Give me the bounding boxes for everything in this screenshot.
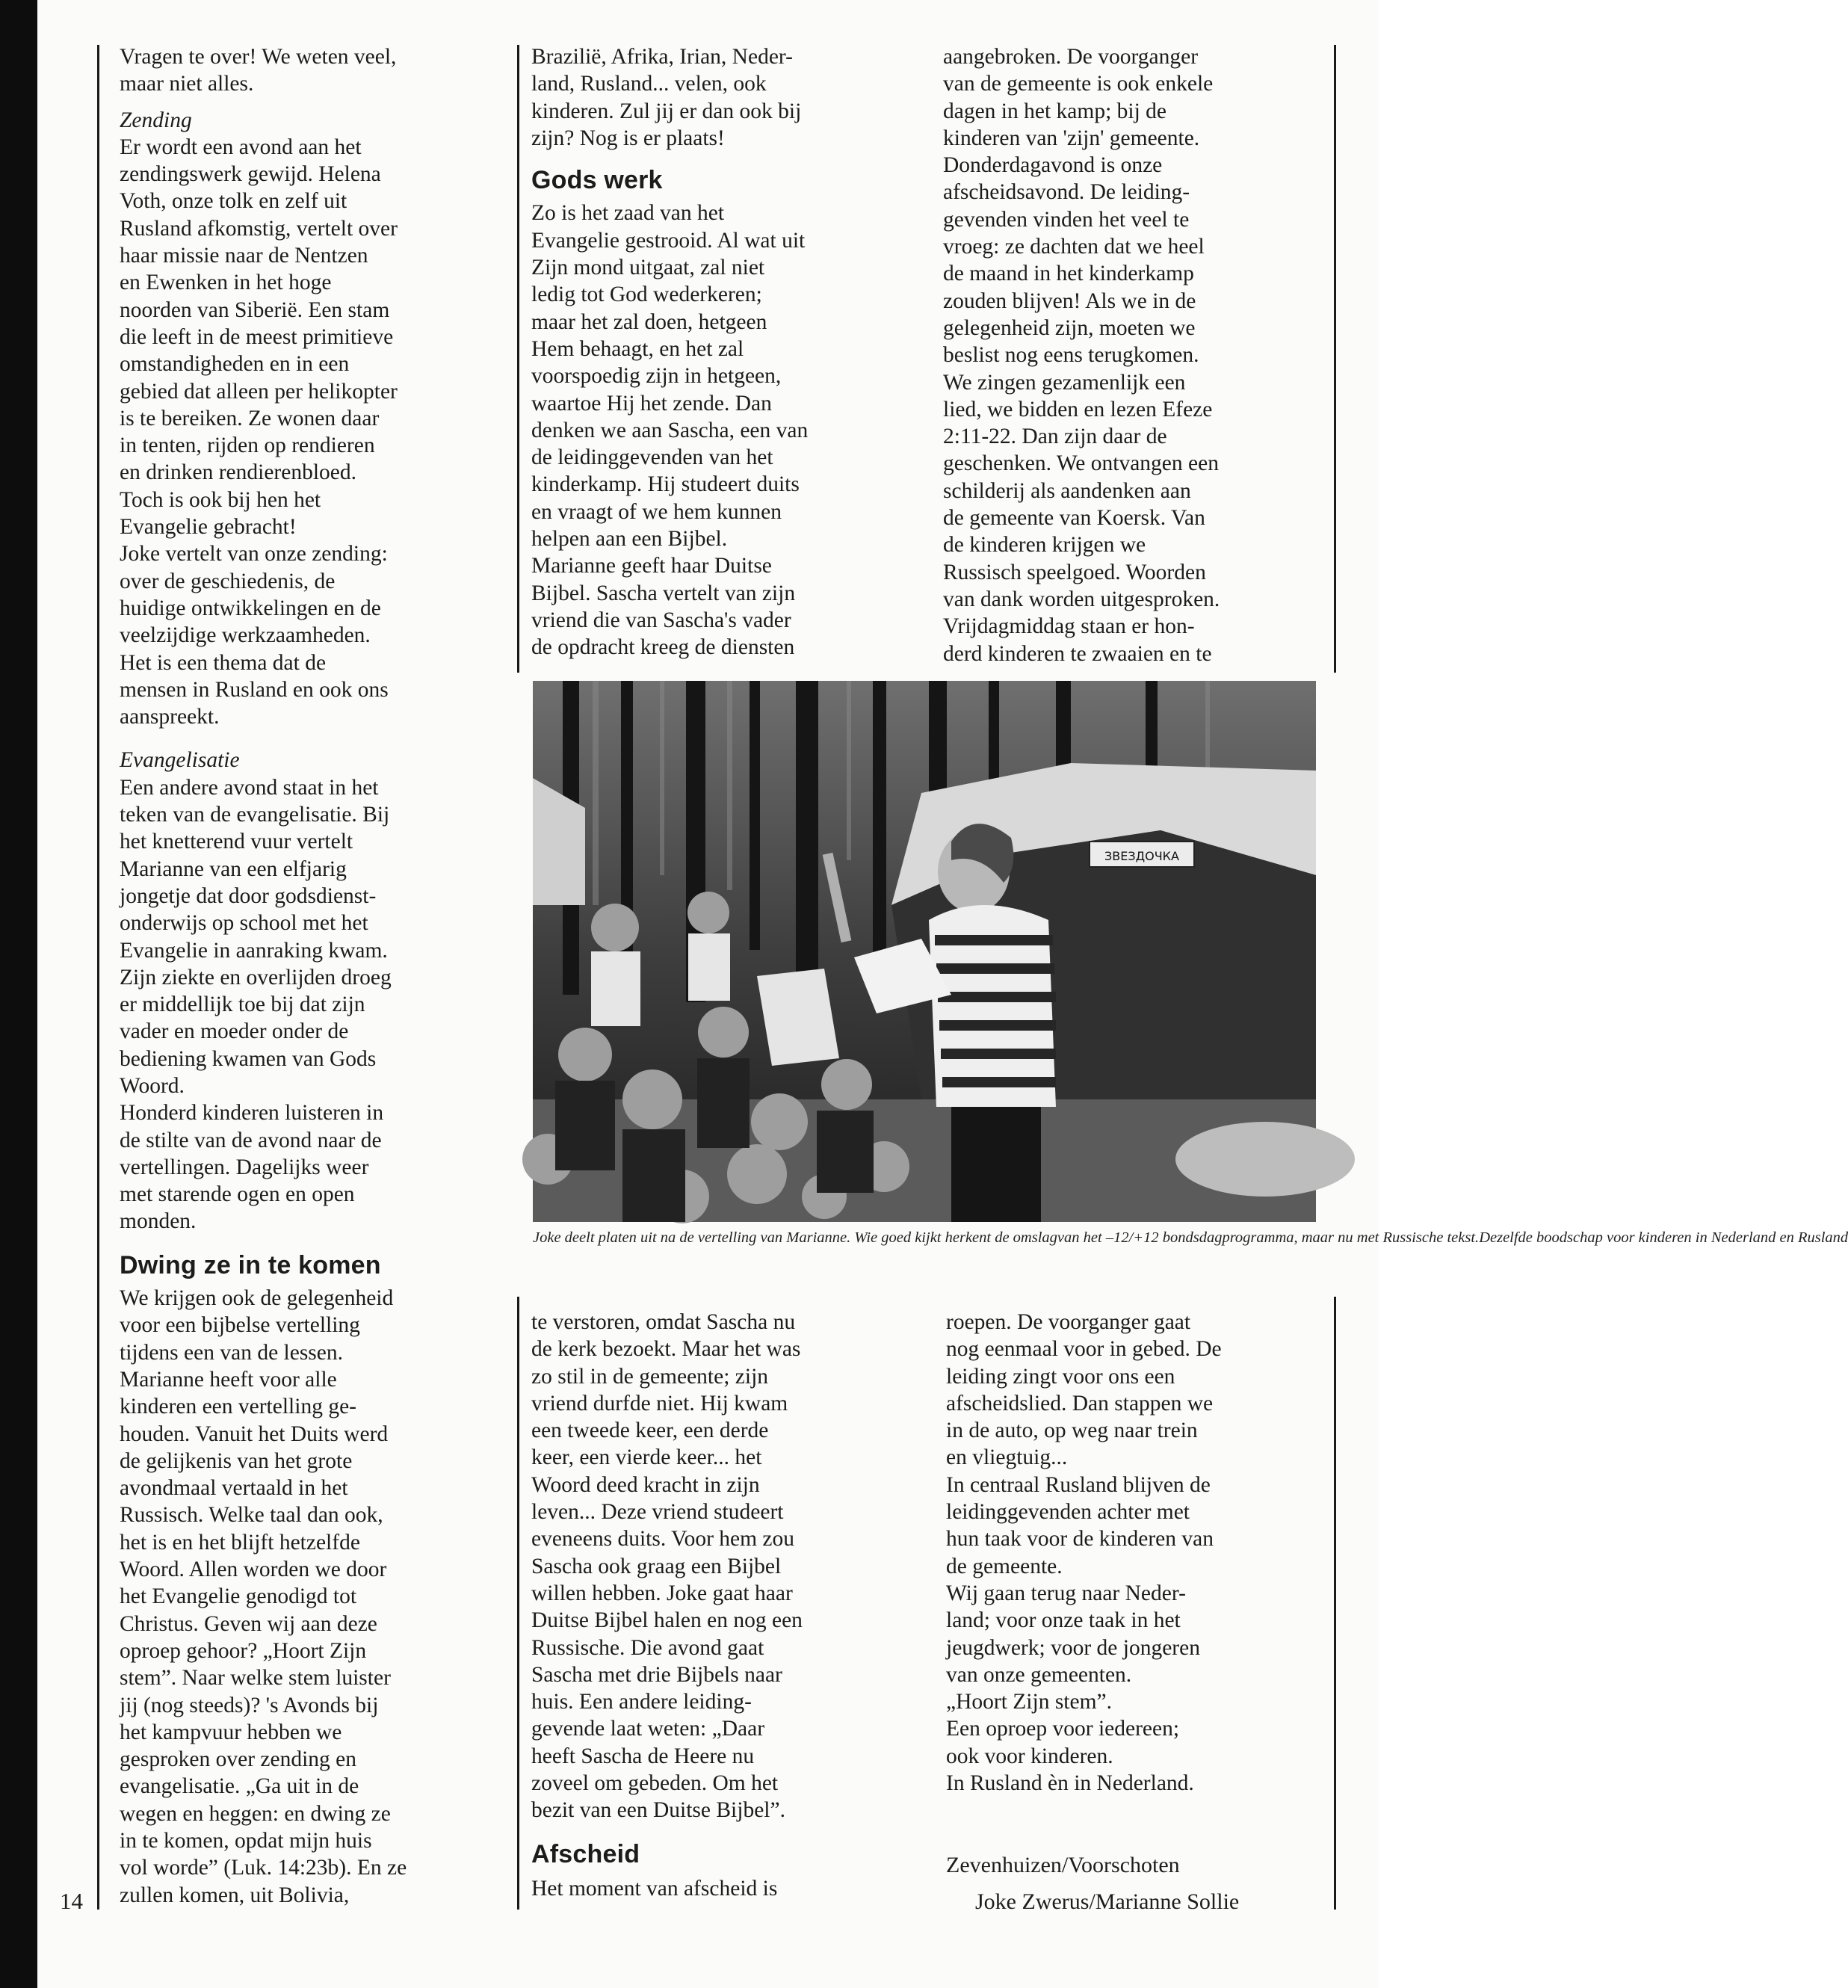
- text-line: in de auto, op weg naar trein: [946, 1419, 1198, 1443]
- text-line: maar niet alles.: [120, 72, 254, 96]
- heading-gods-werk: Gods werk: [531, 166, 663, 195]
- text-line: in tenten, rijden op rendieren: [120, 433, 375, 458]
- text-line: noorden van Siberië. Een stam: [120, 297, 390, 322]
- text-line: Marianne geeft haar Duitse: [531, 554, 772, 578]
- text-line: lied, we bidden en lezen Efeze: [943, 397, 1213, 422]
- text-line: gevende laat weten: „Daar: [531, 1717, 765, 1741]
- text-line: vol worde” (Luk. 14:23b). En ze: [120, 1856, 407, 1880]
- text-line: kinderen van 'zijn' gemeente.: [943, 126, 1200, 150]
- column-2-bottom-paragraph: [531, 1309, 803, 1824]
- text-line: Evangelie gebracht!: [120, 515, 297, 540]
- text-line: helpen aan een Bijbel.: [531, 527, 728, 552]
- text-line: willen hebben. Joke gaat haar: [531, 1581, 793, 1605]
- text-line: Russische. Die avond gaat: [531, 1635, 764, 1660]
- text-line: Een andere avond staat in het: [120, 775, 379, 800]
- text-line: monden.: [120, 1209, 197, 1234]
- text-line: avondmaal vertaald in het: [120, 1476, 348, 1501]
- text-line: eveneens duits. Voor hem zou: [531, 1527, 795, 1552]
- text-line: over de geschiedenis, de: [120, 569, 336, 593]
- text-line: de kerk bezoekt. Maar het was: [531, 1337, 801, 1362]
- text-line: 2:11-22. Dan zijn daar de: [943, 425, 1167, 449]
- text-line: vriend die van Sascha's vader: [531, 608, 791, 632]
- text-line: afscheidslied. Dan stappen we: [946, 1391, 1214, 1416]
- column-1-intro: [120, 43, 407, 98]
- text-line: keer, een vierde keer... het: [531, 1445, 762, 1470]
- column-3-bottom-paragraph: [946, 1309, 1222, 1797]
- text-line: Het moment van afscheid is: [531, 1876, 778, 1901]
- text-line: stem”. Naar welke stem luister: [120, 1666, 391, 1691]
- column-2-top: [531, 43, 808, 661]
- column-2-intro: [531, 43, 808, 152]
- column-1: [120, 43, 407, 1909]
- column-3-bottom: [946, 1309, 1222, 1797]
- text-line: in te komen, opdat mijn huis: [120, 1829, 372, 1853]
- text-line: land; voor onze taak in het: [946, 1608, 1181, 1633]
- text-line: kinderen. Zul jij er dan ook bij: [531, 99, 802, 123]
- text-line: het is en het blijft hetzelfde: [120, 1530, 360, 1555]
- text-line: kinderen een vertelling ge-: [120, 1395, 356, 1419]
- text-line: Bijbel. Sascha vertelt van zijn: [531, 581, 796, 605]
- text-line: houden. Vanuit het Duits werd: [120, 1421, 389, 1446]
- text-line: We zingen gezamenlijk een: [943, 370, 1186, 395]
- text-line: afscheidsavond. De leiding-: [943, 180, 1190, 205]
- text-line: „Hoort Zijn stem”.: [946, 1690, 1113, 1714]
- column-3-top: [943, 43, 1220, 667]
- camp-photo: [533, 681, 1316, 1222]
- text-line: Woord deed kracht in zijn: [531, 1472, 760, 1497]
- text-line: er middellijk toe bij dat zijn: [120, 993, 365, 1017]
- text-line: met starende ogen en open: [120, 1182, 355, 1207]
- text-line: omstandigheden en in een: [120, 352, 350, 377]
- text-line: en drinken rendierenbloed.: [120, 460, 356, 485]
- text-line: Dezelfde boodschap voor kinderen in Nederland en Rusland: [1479, 1229, 1848, 1246]
- text-line: gebied dat alleen per helikopter: [120, 379, 398, 404]
- text-line: Christus. Geven wij aan deze: [120, 1611, 377, 1636]
- text-line: veelzijdige werkzaamheden.: [120, 623, 371, 648]
- dwing-paragraph: [120, 1285, 407, 1909]
- text-line: Russisch speelgoed. Woorden: [943, 560, 1206, 584]
- text-line: oproep gehoor? „Hoort Zijn: [120, 1638, 367, 1663]
- text-line: beslist nog eens terugkomen.: [943, 343, 1199, 368]
- evangelisatie-paragraph: [120, 774, 407, 1235]
- text-line: We krijgen ook de gelegenheid: [120, 1286, 394, 1311]
- text-line: gevenden vinden het veel te: [943, 207, 1190, 232]
- text-line: gesproken over zending en: [120, 1747, 357, 1772]
- text-line: haar missie naar de Nentzen: [120, 244, 368, 268]
- text-line: Evangelie gestrooid. Al wat uit: [531, 228, 806, 253]
- gods-werk-paragraph: [531, 200, 808, 661]
- text-line: Het is een thema dat de: [120, 650, 327, 675]
- text-line: teken van de evangelisatie. Bij: [120, 803, 390, 827]
- text-line: Joke vertelt van onze zending:: [120, 542, 388, 567]
- text-line: heeft Sascha de Heere nu: [531, 1744, 755, 1768]
- text-line: Voth, onze tolk en zelf uit: [120, 189, 347, 214]
- text-line: de stilte van de avond naar de: [120, 1128, 382, 1152]
- text-line: aanspreekt.: [120, 705, 220, 729]
- text-line: gelegenheid zijn, moeten we: [943, 315, 1196, 340]
- text-line: leiding zingt voor ons een: [946, 1364, 1175, 1389]
- signature-place: Zevenhuizen/Voorschoten: [946, 1853, 1180, 1877]
- text-line: Vrijdagmiddag staan er hon-: [943, 614, 1195, 639]
- text-line: Duitse Bijbel halen en nog een: [531, 1608, 803, 1633]
- text-line: de opdracht kreeg de diensten: [531, 635, 795, 660]
- text-line: zouden blijven! Als we in de: [943, 288, 1196, 313]
- text-line: Wij gaan terug naar Neder-: [946, 1581, 1186, 1605]
- text-line: Brazilië, Afrika, Irian, Neder-: [531, 45, 793, 69]
- text-line: vader en moeder onder de: [120, 1019, 349, 1044]
- text-line: derd kinderen te zwaaien en te: [943, 641, 1212, 666]
- text-line: leven... Deze vriend studeert: [531, 1500, 784, 1525]
- text-line: bezit van een Duitse Bijbel”.: [531, 1798, 785, 1823]
- text-line: het knetterend vuur vertelt: [120, 830, 353, 854]
- subhead-evangelisatie: Evangelisatie: [120, 748, 240, 773]
- text-line: maar het zal doen, hetgeen: [531, 309, 767, 334]
- text-line: bediening kwamen van Gods: [120, 1046, 377, 1071]
- text-line: Sascha met drie Bijbels naar: [531, 1662, 782, 1687]
- heading-afscheid: Afscheid: [531, 1839, 640, 1868]
- text-line: en vraagt of we hem kunnen: [531, 499, 782, 524]
- text-line: Joke deelt platen uit na de vertelling van Marianne. Wie goed kijkt herkent de omslag: [533, 1229, 1057, 1246]
- signature-authors: Joke Zwerus/Marianne Sollie: [975, 1889, 1240, 1914]
- scan-edge: [0, 0, 37, 1988]
- text-line: ook voor kinderen.: [946, 1744, 1113, 1768]
- text-line: Evangelie in aanraking kwam.: [120, 938, 388, 963]
- text-line: Vragen te over! We weten veel,: [120, 45, 397, 69]
- subhead-zending: Zending: [120, 108, 192, 132]
- text-line: mensen in Rusland en ook ons: [120, 677, 389, 702]
- text-line: leidinggevenden achter met: [946, 1500, 1190, 1525]
- text-line: Donderdagavond is onze: [943, 153, 1163, 178]
- text-line: tijdens een van de lessen.: [120, 1340, 344, 1365]
- text-line: schilderij als aandenken aan: [943, 478, 1191, 503]
- text-line: In centraal Rusland blijven de: [946, 1472, 1211, 1497]
- text-line: Zijn mond uitgaat, zal niet: [531, 256, 765, 280]
- text-line: de maand in het kinderkamp: [943, 262, 1194, 286]
- text-line: van dank worden uitgesproken.: [943, 587, 1220, 611]
- text-line: geschenken. We ontvangen een: [943, 451, 1219, 476]
- text-line: van de gemeente is ook enkele: [943, 72, 1214, 96]
- text-line: de gemeente van Koersk. Van: [943, 506, 1205, 531]
- column-3-top-paragraph: [943, 43, 1220, 667]
- text-line: van het –12/+12 bondsdagprogramma, maar nu met Russische tekst.: [1057, 1229, 1480, 1246]
- text-line: Toch is ook bij hen het: [120, 487, 321, 512]
- text-line: nog eenmaal voor in gebed. De: [946, 1337, 1222, 1362]
- text-line: hun taak voor de kinderen van: [946, 1527, 1214, 1552]
- text-line: kinderkamp. Hij studeert duits: [531, 472, 800, 497]
- text-line: de gelijkenis van het grote: [120, 1448, 353, 1473]
- text-line: dagen in het kamp; bij de: [943, 99, 1167, 123]
- text-line: vriend durfde niet. Hij kwam: [531, 1391, 788, 1416]
- text-line: denken we aan Sascha, een van: [531, 418, 809, 442]
- text-line: te verstoren, omdat Sascha nu: [531, 1310, 796, 1334]
- text-line: zendingswerk gewijd. Helena: [120, 162, 381, 187]
- text-line: waartoe Hij het zende. Dan: [531, 391, 772, 416]
- text-line: land, Rusland... velen, ook: [531, 72, 767, 96]
- column-rule-middle-bottom: [517, 1297, 519, 1910]
- page-number: 14: [60, 1888, 83, 1914]
- text-line: wegen en heggen: en dwing ze: [120, 1801, 391, 1826]
- text-line: ledig tot God wederkeren;: [531, 283, 762, 307]
- heading-dwing-ze-in-te-komen: Dwing ze in te komen: [120, 1250, 381, 1279]
- text-line: Russisch. Welke taal dan ook,: [120, 1503, 383, 1528]
- text-line: van onze gemeenten.: [946, 1662, 1132, 1687]
- text-line: aangebroken. De voorganger: [943, 45, 1199, 69]
- text-line: de leidinggevenden van het: [531, 445, 773, 470]
- text-line: de kinderen krijgen we: [943, 533, 1146, 558]
- text-line: Rusland afkomstig, vertelt over: [120, 216, 398, 241]
- text-line: het kampvuur hebben we: [120, 1720, 342, 1744]
- text-line: zullen komen, uit Bolivia,: [120, 1883, 350, 1907]
- text-line: Honderd kinderen luisteren in: [120, 1101, 384, 1126]
- text-line: huis. Een andere leiding-: [531, 1690, 752, 1714]
- text-line: het Evangelie genodigd tot: [120, 1584, 357, 1609]
- text-line: die leeft in de meest primitieve: [120, 324, 394, 349]
- text-line: Hem behaagt, en het zal: [531, 336, 744, 361]
- column-2-bottom: [531, 1309, 803, 1902]
- text-line: is te bereiken. Ze wonen daar: [120, 406, 380, 430]
- text-line: huidige ontwikkelingen en de: [120, 596, 381, 620]
- text-line: jeugdwerk; voor de jongeren: [946, 1635, 1200, 1660]
- tent-sign: ЗВЕЗДОЧКА: [1104, 849, 1179, 863]
- text-line: zo stil in de gemeente; zijn: [531, 1364, 769, 1389]
- text-line: de gemeente.: [946, 1554, 1063, 1578]
- text-line: jongetje dat door godsdienst-: [120, 883, 377, 908]
- photo-caption: [533, 1227, 1848, 1249]
- text-line: In Rusland èn in Nederland.: [946, 1771, 1194, 1796]
- text-line: en Ewenken in het hoge: [120, 271, 332, 295]
- text-line: zijn? Nog is er plaats!: [531, 126, 725, 150]
- text-line: Zijn ziekte en overlijden droeg: [120, 965, 392, 990]
- column-rule-right-top: [1334, 45, 1336, 673]
- text-line: een tweede keer, een derde: [531, 1419, 769, 1443]
- text-line: voor een bijbelse vertelling: [120, 1313, 360, 1338]
- text-line: Marianne heeft voor alle: [120, 1367, 337, 1392]
- zending-paragraph: [120, 134, 407, 731]
- text-line: vertellingen. Dagelijks weer: [120, 1155, 369, 1179]
- afscheid-paragraph: [531, 1875, 803, 1902]
- text-line: Woord. Allen worden we door: [120, 1558, 387, 1582]
- text-line: zoveel om gebeden. Om het: [531, 1771, 779, 1796]
- text-line: Woord.: [120, 1073, 185, 1098]
- text-line: onderwijs op school met het: [120, 911, 368, 936]
- text-line: evangelisatie. „Ga uit in de: [120, 1774, 359, 1799]
- column-rule-right-bottom: [1334, 1297, 1336, 1910]
- text-line: jij (nog steeds)? 's Avonds bij: [120, 1693, 379, 1717]
- text-line: voorspoedig zijn in hetgeen,: [531, 364, 782, 389]
- column-rule-left: [97, 45, 99, 1910]
- text-line: Een oproep voor iedereen;: [946, 1717, 1180, 1741]
- text-line: Marianne van een elfjarig: [120, 856, 347, 881]
- text-line: roepen. De voorganger gaat: [946, 1310, 1191, 1334]
- text-line: en vliegtuig...: [946, 1445, 1068, 1470]
- text-line: Er wordt een avond aan het: [120, 135, 362, 159]
- text-line: Sascha ook graag een Bijbel: [531, 1554, 782, 1578]
- text-line: vroeg: ze dachten dat we heel: [943, 235, 1205, 259]
- text-line: Zo is het zaad van het: [531, 201, 725, 226]
- column-rule-middle-top: [517, 45, 519, 673]
